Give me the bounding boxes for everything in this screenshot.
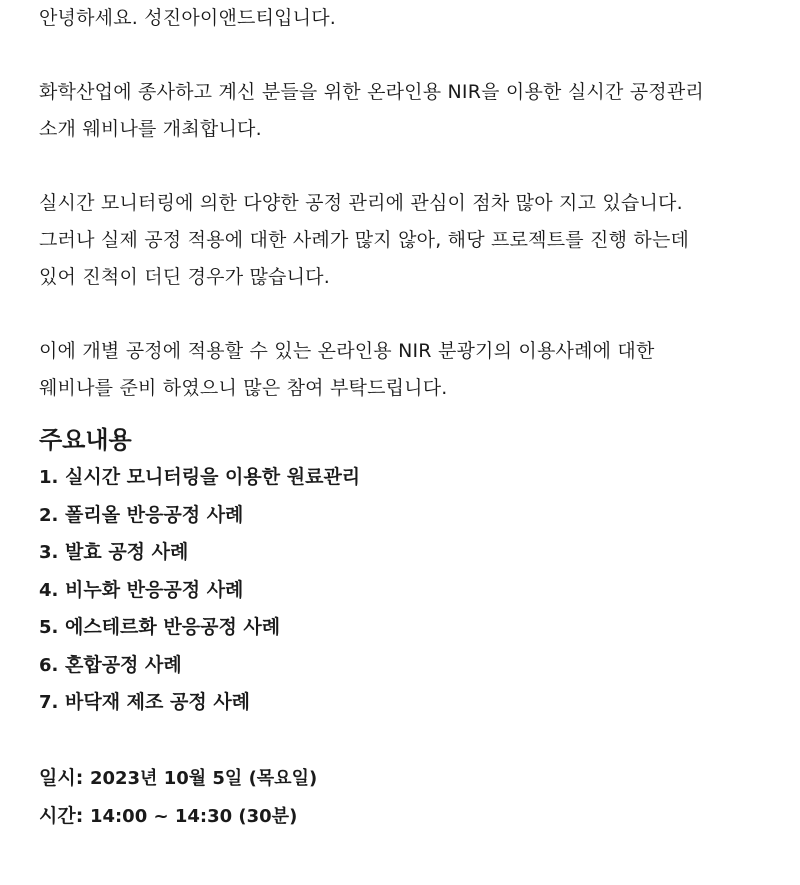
agenda-item-text: 에스테르화 반응공정 사례 — [65, 616, 281, 638]
greeting-text: 안녕하세요. 성진아이앤드티입니다. — [39, 7, 337, 29]
agenda-item-number: 2. — [39, 504, 59, 526]
agenda-item-text: 발효 공정 사례 — [65, 541, 189, 563]
invite-line-2: 웨비나를 준비 하였으니 많은 참여 부탁드립니다. — [39, 377, 448, 399]
agenda-item-text: 비누화 반응공정 사례 — [65, 578, 244, 601]
event-time-label: 시간: — [39, 804, 84, 827]
intro-line-1: 화학산업에 종사하고 계신 분들을 위한 온라인용 NIR을 이용한 실시간 공정관리 — [39, 81, 704, 103]
agenda-item-number: 5. — [39, 617, 59, 638]
agenda-item-number: 3. — [39, 542, 59, 563]
agenda-item-text: 실시간 모니터링을 이용한 원료관리 — [65, 466, 361, 488]
agenda-item — [39, 459, 779, 497]
agenda-item — [39, 684, 779, 722]
agenda-item — [39, 534, 779, 572]
event-time — [39, 797, 779, 835]
paragraph-gap — [39, 722, 779, 759]
context-line-3: 있어 진척이 더딘 경우가 많습니다. — [39, 266, 330, 288]
agenda-item-number: 4. — [39, 579, 59, 601]
intro-line-2: 소개 웨비나를 개최합니다. — [39, 118, 262, 140]
paragraph-gap — [39, 148, 779, 185]
event-date — [39, 759, 779, 797]
webinar-announcement — [39, 0, 779, 835]
paragraph-gap — [39, 37, 779, 74]
agenda-heading: 주요내용 — [39, 426, 132, 454]
agenda-item — [39, 647, 779, 685]
agenda-item-text: 바닥재 제조 공정 사례 — [65, 691, 251, 713]
agenda-item — [39, 572, 779, 610]
event-time-value: 14:00 ~ 14:30 (30분) — [89, 805, 298, 827]
agenda-item — [39, 609, 779, 647]
context-line-1: 실시간 모니터링에 의한 다양한 공정 관리에 관심이 점차 많아 지고 있습니다. — [39, 192, 683, 214]
event-date-value: 2023년 10월 5일 (목요일) — [89, 767, 318, 789]
agenda-item — [39, 497, 779, 535]
agenda-item-text: 폴리올 반응공정 사례 — [65, 503, 244, 526]
agenda-item-number: 6. — [39, 654, 59, 676]
invite-line-1: 이에 개별 공정에 적용할 수 있는 온라인용 NIR 분광기의 이용사례에 대한 — [39, 340, 655, 362]
context-line-2: 그러나 실제 공정 적용에 대한 사례가 많지 않아, 해당 프로젝트를 진행 하는데 — [39, 229, 690, 251]
agenda-item-text: 혼합공정 사례 — [65, 653, 182, 676]
paragraph-gap — [39, 296, 779, 333]
event-date-label: 일시: — [39, 766, 84, 789]
agenda-item-number: 7. — [39, 692, 59, 713]
agenda-item-number: 1. — [39, 467, 59, 488]
agenda-list — [39, 459, 779, 722]
